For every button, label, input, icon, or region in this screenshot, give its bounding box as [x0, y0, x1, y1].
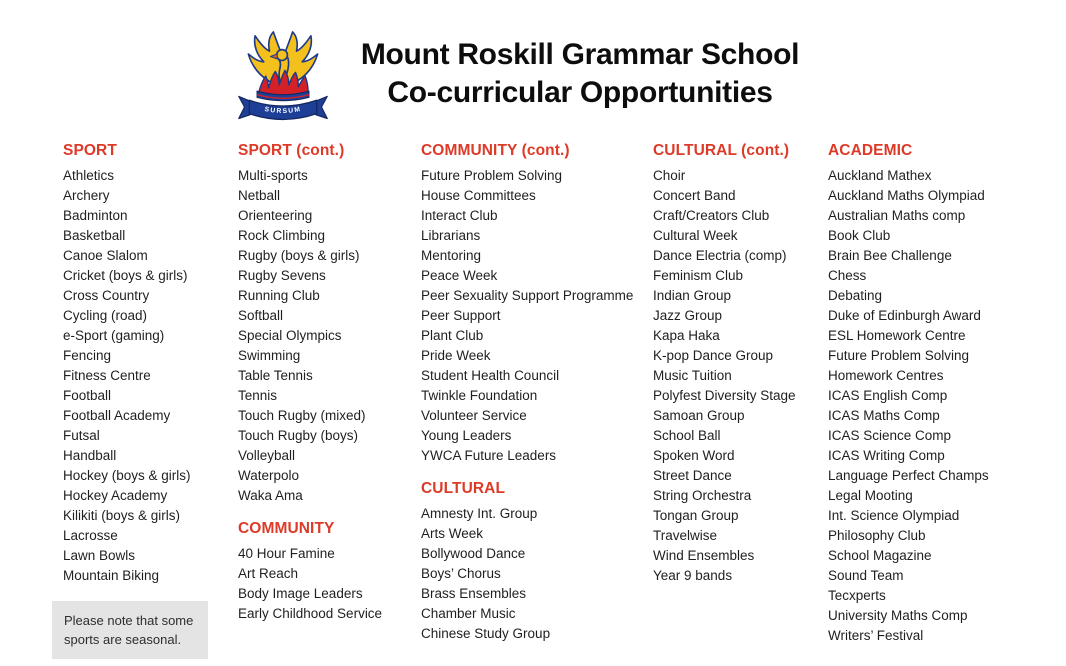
- ribbon-right-tail: [316, 96, 328, 118]
- list-item: Netball: [238, 188, 281, 203]
- list-item: Samoan Group: [653, 408, 745, 423]
- list-item: Mentoring: [421, 248, 482, 263]
- section-heading: CULTURAL (cont.): [653, 142, 790, 159]
- section-heading: SPORT: [63, 142, 117, 159]
- list-item: ESL Homework Centre: [828, 328, 966, 343]
- section-heading: CULTURAL: [421, 480, 506, 497]
- list-item: Peer Support: [421, 308, 501, 323]
- list-item: Body Image Leaders: [238, 586, 363, 601]
- list-item: ICAS Science Comp: [828, 428, 952, 443]
- section-heading: COMMUNITY: [238, 520, 335, 537]
- list-item: Twinkle Foundation: [421, 388, 538, 403]
- list-item: Kapa Haka: [653, 328, 720, 343]
- list-item: Lacrosse: [63, 528, 118, 543]
- list-item: K-pop Dance Group: [653, 348, 774, 363]
- section-community: [238, 520, 421, 624]
- column-2: [421, 142, 653, 646]
- list-item: Orienteering: [238, 208, 313, 223]
- list-item: Chess: [828, 268, 867, 283]
- list-item: Touch Rugby (mixed): [238, 408, 366, 423]
- list-item: Bollywood Dance: [421, 546, 526, 561]
- list-item: Special Olympics: [238, 328, 342, 343]
- column-3: [653, 142, 828, 646]
- seasonal-note-text: Please note that some sports are seasonal.: [64, 613, 194, 647]
- list-item: Badminton: [63, 208, 128, 223]
- section-academic: [828, 142, 1066, 646]
- list-item: School Magazine: [828, 548, 932, 563]
- list-item: Peace Week: [421, 268, 498, 283]
- list-item: Concert Band: [653, 188, 736, 203]
- list-item: University Maths Comp: [828, 608, 968, 623]
- phoenix-head: [277, 50, 288, 61]
- list-item: Young Leaders: [421, 428, 512, 443]
- list-item: Chinese Study Group: [421, 626, 551, 641]
- list-item: Table Tennis: [238, 368, 313, 383]
- column-4: [828, 142, 1066, 646]
- list-item: Hockey Academy: [63, 488, 168, 503]
- list-item: ICAS English Comp: [828, 388, 948, 403]
- category-columns: [63, 142, 1066, 646]
- list-item: Philosophy Club: [828, 528, 926, 543]
- list-item: School Ball: [653, 428, 721, 443]
- list-item: Year 9 bands: [653, 568, 733, 583]
- list-item: Craft/Creators Club: [653, 208, 770, 223]
- list-item: Amnesty Int. Group: [421, 506, 538, 521]
- phoenix-right-wing: [285, 32, 318, 86]
- list-item: Interact Club: [421, 208, 498, 223]
- list-item: Waterpolo: [238, 468, 300, 483]
- list-item: Handball: [63, 448, 117, 463]
- list-item: Spoken Word: [653, 448, 735, 463]
- list-item: Future Problem Solving: [421, 168, 563, 183]
- list-item: Rock Climbing: [238, 228, 326, 243]
- section-cultural: [421, 480, 653, 644]
- list-item: Debating: [828, 288, 883, 303]
- section-heading: COMMUNITY (cont.): [421, 142, 570, 159]
- list-item: Indian Group: [653, 288, 732, 303]
- page-title-line1: Mount Roskill Grammar School: [360, 38, 800, 71]
- list-item: Canoe Slalom: [63, 248, 148, 263]
- list-item: Swimming: [238, 348, 301, 363]
- list-item: Waka Ama: [238, 488, 303, 503]
- list-item: Book Club: [828, 228, 891, 243]
- list-item: Peer Sexuality Support Programme: [421, 288, 634, 303]
- list-item: Archery: [63, 188, 110, 203]
- list-item: Chamber Music: [421, 606, 516, 621]
- list-item: Mountain Biking: [63, 568, 160, 583]
- list-item: Rugby (boys & girls): [238, 248, 360, 263]
- page-title-line2: Co-curricular Opportunities: [387, 76, 773, 109]
- list-item: Arts Week: [421, 526, 484, 541]
- list-item: Language Perfect Champs: [828, 468, 989, 483]
- list-item: Running Club: [238, 288, 320, 303]
- list-item: Football: [63, 388, 112, 403]
- seasonal-note: [52, 601, 208, 659]
- list-item: Brain Bee Challenge: [828, 248, 952, 263]
- list-item: Volleyball: [238, 448, 296, 463]
- list-item: Cross Country: [63, 288, 150, 303]
- page-title: [330, 36, 830, 112]
- list-item: ICAS Maths Comp: [828, 408, 940, 423]
- list-item: Football Academy: [63, 408, 171, 423]
- list-item: Fitness Centre: [63, 368, 151, 383]
- section-heading: ACADEMIC: [828, 142, 913, 159]
- list-item: Duke of Edinburgh Award: [828, 308, 981, 323]
- list-item: Pride Week: [421, 348, 491, 363]
- list-item: Dance Electria (comp): [653, 248, 787, 263]
- list-item: Athletics: [63, 168, 115, 183]
- list-item: Plant Club: [421, 328, 484, 343]
- list-item: Tennis: [238, 388, 278, 403]
- list-item: Int. Science Olympiad: [828, 508, 960, 523]
- list-item: Polyfest Diversity Stage: [653, 388, 796, 403]
- list-item: Auckland Mathex: [828, 168, 932, 183]
- list-item: Hockey (boys & girls): [63, 468, 191, 483]
- list-item: Homework Centres: [828, 368, 944, 383]
- list-item: Australian Maths comp: [828, 208, 966, 223]
- list-item: Sound Team: [828, 568, 904, 583]
- section-cultural-cont: [653, 142, 828, 586]
- list-item: Touch Rugby (boys): [238, 428, 359, 443]
- list-item: Auckland Maths Olympiad: [828, 188, 985, 203]
- list-item: Futsal: [63, 428, 100, 443]
- list-item: Volunteer Service: [421, 408, 527, 423]
- list-item: Kilikiti (boys & girls): [63, 508, 181, 523]
- school-crest-logo: [236, 30, 330, 132]
- list-item: Music Tuition: [653, 368, 732, 383]
- list-item: Softball: [238, 308, 284, 323]
- list-item: Feminism Club: [653, 268, 744, 283]
- list-item: Librarians: [421, 228, 481, 243]
- list-item: ICAS Writing Comp: [828, 448, 945, 463]
- list-item: Boys’ Chorus: [421, 566, 501, 581]
- list-item: Cricket (boys & girls): [63, 268, 188, 283]
- section-heading: SPORT (cont.): [238, 142, 345, 159]
- list-item: Fencing: [63, 348, 112, 363]
- list-item: Basketball: [63, 228, 126, 243]
- list-item: Jazz Group: [653, 308, 723, 323]
- list-item: House Committees: [421, 188, 536, 203]
- section-sport: [63, 142, 238, 586]
- list-item: Multi-sports: [238, 168, 308, 183]
- list-item: Art Reach: [238, 566, 299, 581]
- list-item: Student Health Council: [421, 368, 560, 383]
- list-item: Rugby Sevens: [238, 268, 326, 283]
- column-1: [238, 142, 421, 646]
- list-item: Writers’ Festival: [828, 628, 924, 643]
- list-item: Future Problem Solving: [828, 348, 970, 363]
- list-item: Choir: [653, 168, 686, 183]
- list-item: Wind Ensembles: [653, 548, 755, 563]
- list-item: Brass Ensembles: [421, 586, 527, 601]
- list-item: Street Dance: [653, 468, 732, 483]
- list-item: Early Childhood Service: [238, 606, 383, 621]
- list-item: Tecxperts: [828, 588, 886, 603]
- list-item: Legal Mooting: [828, 488, 913, 503]
- section-sport-cont: [238, 142, 421, 506]
- list-item: Cycling (road): [63, 308, 148, 323]
- crest-motto-text: SURSUM: [263, 105, 303, 116]
- list-item: YWCA Future Leaders: [421, 448, 557, 463]
- ribbon-left-tail: [239, 96, 251, 118]
- section-community-cont: [421, 142, 653, 466]
- list-item: 40 Hour Famine: [238, 546, 335, 561]
- list-item: Lawn Bowls: [63, 548, 136, 563]
- list-item: Travelwise: [653, 528, 718, 543]
- column-0: [63, 142, 238, 646]
- list-item: String Orchestra: [653, 488, 752, 503]
- list-item: Tongan Group: [653, 508, 739, 523]
- list-item: e-Sport (gaming): [63, 328, 165, 343]
- list-item: Cultural Week: [653, 228, 738, 243]
